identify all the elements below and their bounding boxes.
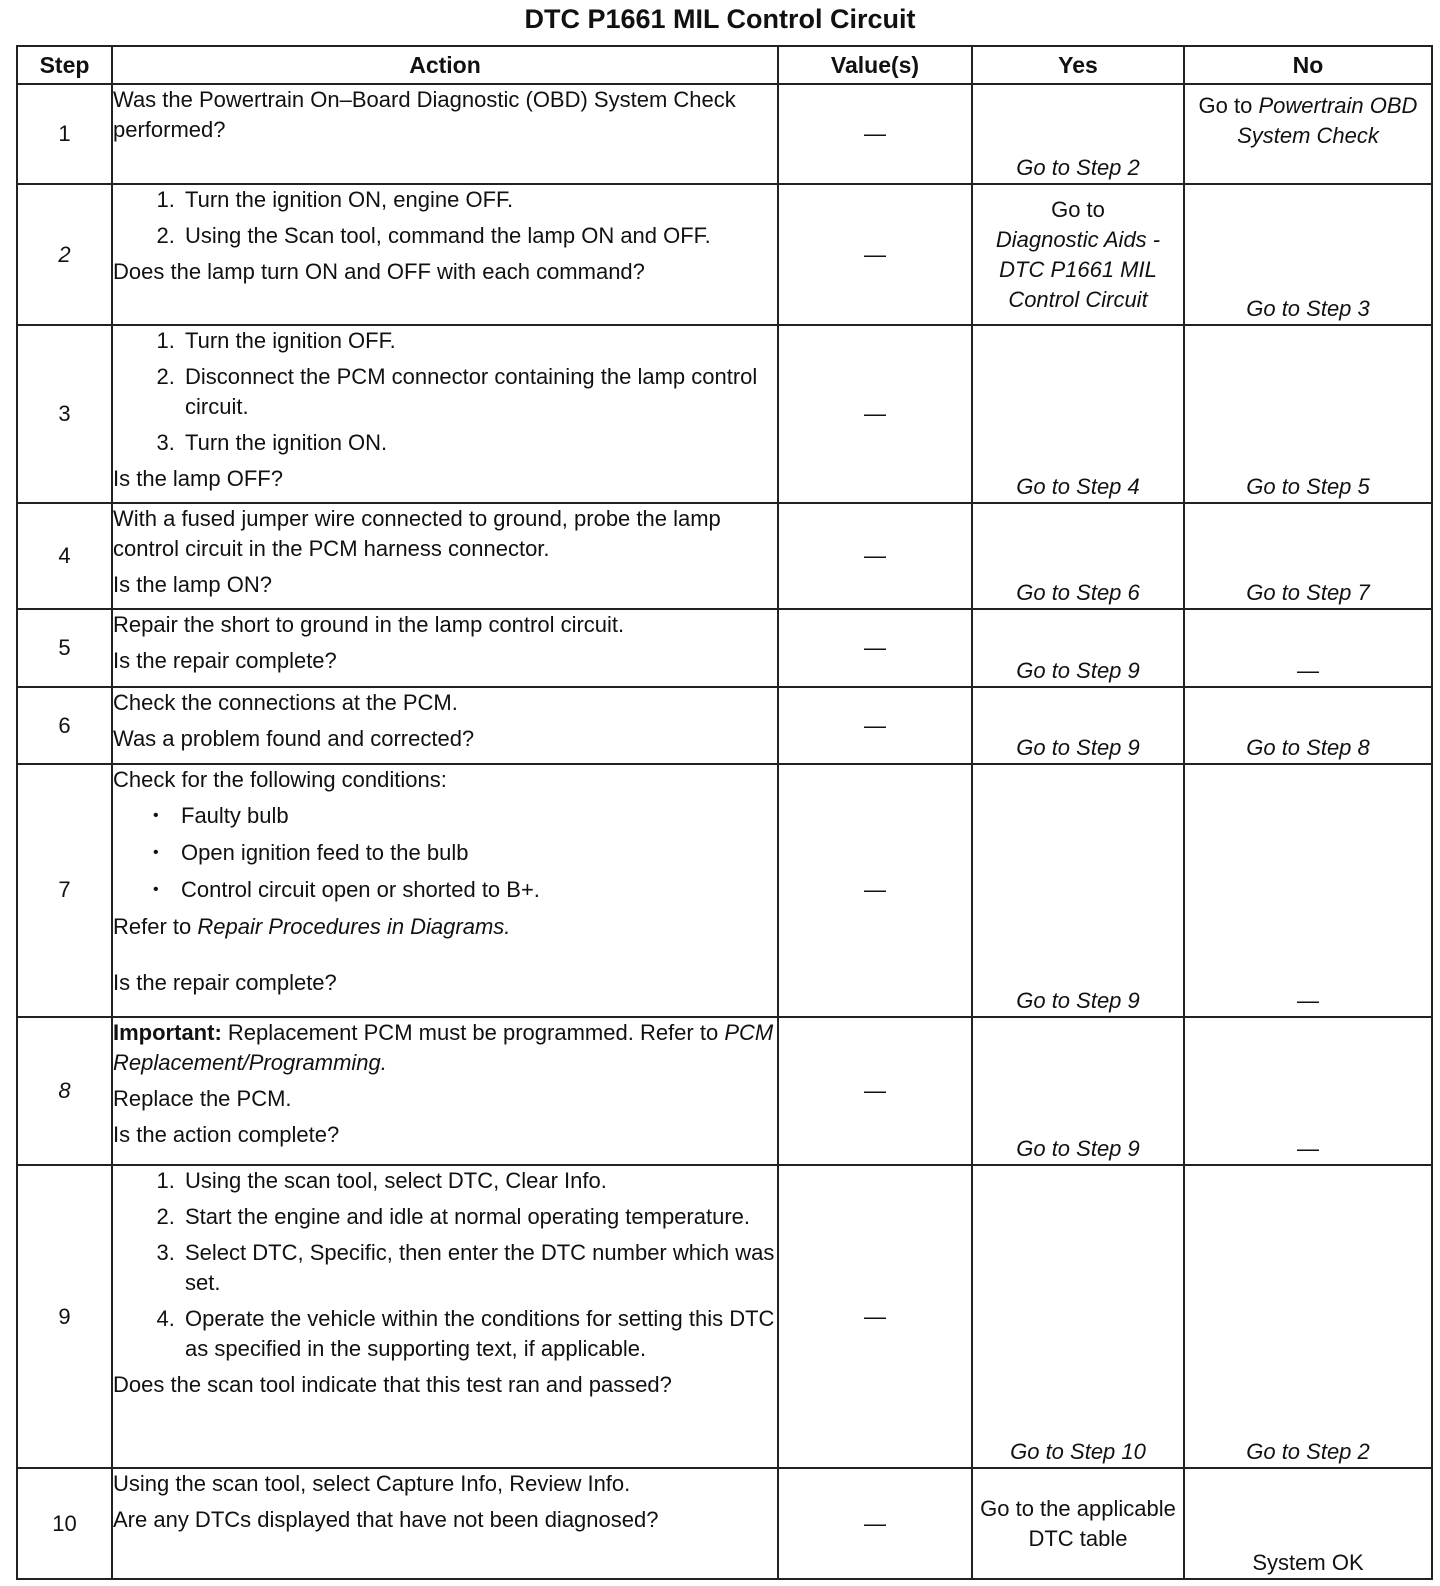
value-cell: — [778,325,972,503]
step-number: 3 [17,325,112,503]
yes-link[interactable]: Go to Step 9 [1016,658,1140,684]
step-number: 8 [17,1017,112,1166]
table-row [17,325,1432,503]
value-cell: — [778,1468,972,1579]
action-cell [112,1165,778,1468]
yes-link[interactable]: Go to Step 10 [1010,1439,1146,1465]
table-row [17,84,1432,184]
step-number: 2 [17,184,112,325]
yes-cell [972,503,1184,609]
no-link[interactable]: Go to Step 3 [1246,295,1370,321]
yes-link[interactable]: Go to Step 9 [1016,734,1140,760]
no-cell [1184,1468,1432,1579]
column-header-no: No [1184,46,1432,84]
table-row [17,764,1432,1017]
action-cell [112,609,778,687]
table-row [17,1165,1432,1468]
yes-cell [972,325,1184,503]
no-cell [1184,503,1432,609]
action-text: Using the scan tool, select Capture Info, Review Info. [113,1471,631,1497]
action-question: Was a problem found and corrected? [113,726,475,752]
no-cell [1184,325,1432,503]
action-cell [112,1017,778,1166]
action-cell [112,184,778,325]
action-question: Is the lamp OFF? [113,465,283,491]
table-row [17,609,1432,687]
value-cell: — [778,84,972,184]
important-label: Important: [113,1019,222,1045]
action-text: Repair the short to ground in the lamp control circuit. [113,612,625,638]
condition-item: • Open ignition feed to the bulb [181,838,777,868]
action-cell [112,1468,778,1579]
procedure-item: 1. Turn the ignition ON, engine OFF. [181,185,777,215]
table-row [17,1017,1432,1166]
step-number: 7 [17,764,112,1017]
yes-cell [972,609,1184,687]
diagnostic-table [16,45,1433,1580]
table-row [17,1468,1432,1579]
no-result: System OK [1252,1550,1364,1575]
procedure-item: 1. Turn the ignition OFF. [181,326,777,356]
yes-cell [972,1017,1184,1166]
no-cell: — [1184,764,1432,1017]
value-cell: — [778,503,972,609]
action-question: Is the repair complete? [113,969,337,995]
no-link[interactable]: Go to Step 8 [1246,734,1370,760]
no-link[interactable]: Powertrain OBD System Check [1237,93,1418,148]
yes-link[interactable]: Go to Step 9 [1016,1136,1140,1162]
table-row [17,687,1432,763]
no-cell [1184,84,1432,184]
action-cell [112,503,778,609]
value-cell: — [778,764,972,1017]
condition-list [113,801,777,905]
page-title: DTC P1661 MIL Control Circuit [524,4,916,34]
action-question: Is the repair complete? [113,648,337,674]
yes-link[interactable]: Go to Step 2 [1016,155,1140,181]
table-header-row [17,46,1432,84]
action-text: With a fused jumper wire connected to ground, probe the lamp control circuit in the PCM harness connector. [113,505,721,561]
action-question: Does the scan tool indicate that this test ran and passed? [113,1372,672,1398]
yes-link[interactable]: Diagnostic Aids - DTC P1661 MIL Control Circuit [995,226,1161,312]
action-cell [112,687,778,763]
procedure-list [113,1166,777,1364]
spacer [113,942,777,968]
step-number: 4 [17,503,112,609]
no-link[interactable]: Go to Step 2 [1246,1439,1370,1465]
table-row [17,184,1432,325]
column-header-action: Action [112,46,778,84]
value-cell: — [778,609,972,687]
step-number: 1 [17,84,112,184]
step-number: 9 [17,1165,112,1468]
procedure-item: 1. Using the scan tool, select DTC, Clear Info. [181,1166,777,1196]
procedure-item: 3. Select DTC, Specific, then enter the DTC number which was set. [181,1238,777,1298]
procedure-list [113,326,777,458]
no-link[interactable]: Go to Step 5 [1246,473,1370,499]
procedure-item: 2. Disconnect the PCM connector containing the lamp control circuit. [181,362,777,422]
yes-link[interactable]: Go to Step 6 [1016,580,1140,606]
no-cell: — [1184,609,1432,687]
yes-link[interactable]: Go to Step 4 [1016,473,1140,499]
yes-link[interactable]: Go to the applicable DTC table [980,1495,1176,1551]
step-number: 6 [17,687,112,763]
no-cell [1184,687,1432,763]
important-link[interactable]: PCM Replacement/Programming. [113,1019,774,1075]
action-question: Is the action complete? [113,1121,340,1147]
yes-link[interactable]: Go to Step 9 [1016,987,1140,1013]
action-question: Does the lamp turn ON and OFF with each command? [113,259,645,285]
procedure-item: 2. Start the engine and idle at normal operating temperature. [181,1202,777,1232]
action-intro: Check for the following conditions: [113,766,447,792]
value-cell: — [778,1165,972,1468]
no-cell [1184,1165,1432,1468]
yes-cell [972,764,1184,1017]
procedure-list [113,185,777,251]
step-number: 5 [17,609,112,687]
refer-link[interactable]: Repair Procedures in Diagrams. [197,913,511,939]
action-text: Check the connections at the PCM. [113,690,458,716]
value-cell: — [778,184,972,325]
yes-cell [972,184,1184,325]
action-text: Replace the PCM. [113,1085,292,1111]
yes-cell [972,1165,1184,1468]
no-link[interactable]: Go to Step 7 [1246,580,1370,606]
action-question: Are any DTCs displayed that have not been diagnosed? [113,1507,659,1533]
condition-item: • Faulty bulb [181,801,777,831]
yes-cell [972,687,1184,763]
procedure-item: 4. Operate the vehicle within the conditions for setting this DTC as specified in the supporting text, if applicable. [181,1304,777,1364]
column-header-step: Step [17,46,112,84]
important-text: Replacement PCM must be programmed. Refer to [227,1019,719,1045]
table-row [17,503,1432,609]
yes-cell [972,84,1184,184]
yes-cell [972,1468,1184,1579]
refer-prefix: Refer to [113,913,192,939]
step-number: 10 [17,1468,112,1579]
yes-prefix: Go to [1051,196,1105,222]
action-cell [112,84,778,184]
refer-text [113,912,777,942]
action-cell [112,764,778,1017]
no-cell: — [1184,1017,1432,1166]
column-header-values: Value(s) [778,46,972,84]
procedure-item: 2. Using the Scan tool, command the lamp ON and OFF. [181,221,777,251]
condition-item: • Control circuit open or shorted to B+. [181,875,777,905]
action-text: Was the Powertrain On–Board Diagnostic (OBD) System Check performed? [113,87,736,142]
no-prefix: Go to [1198,93,1253,118]
no-cell [1184,184,1432,325]
value-cell: — [778,687,972,763]
column-header-yes: Yes [972,46,1184,84]
action-question: Is the lamp ON? [113,571,272,597]
important-note [113,1018,777,1078]
procedure-item: 3. Turn the ignition ON. [181,428,777,458]
action-cell [112,325,778,503]
value-cell: — [778,1017,972,1166]
